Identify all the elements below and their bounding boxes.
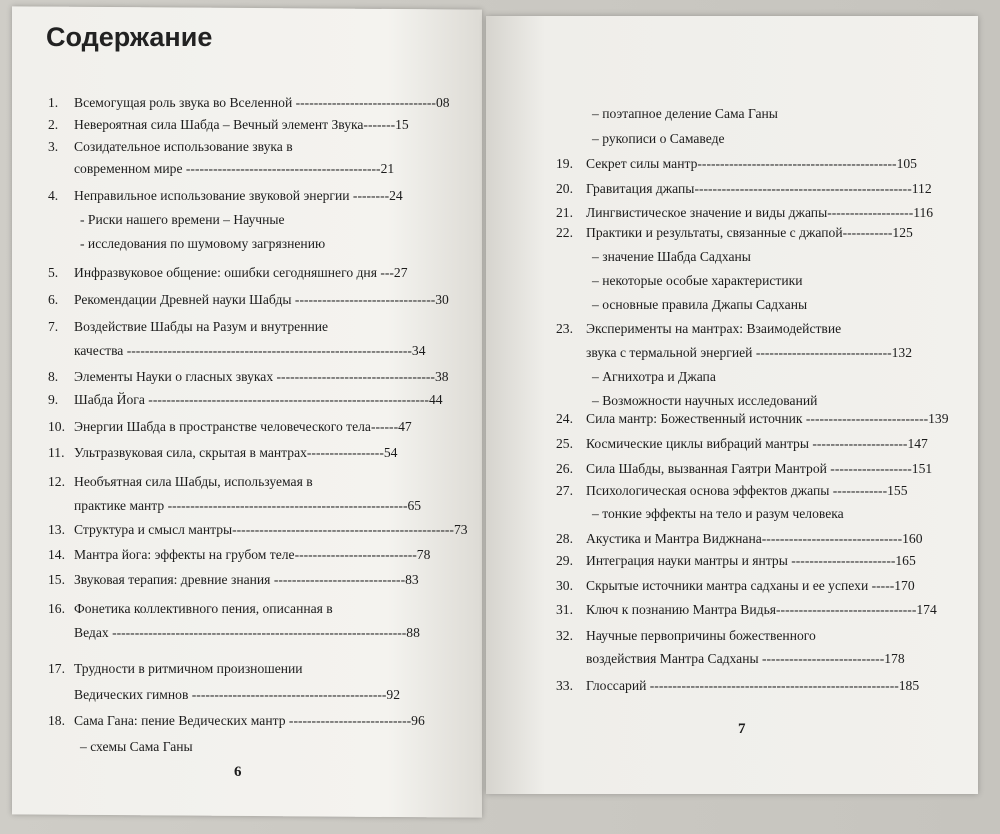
toc-entry-text: Сила Шабды, вызванная Гаятри Мантрой ------------------151 [586,461,933,476]
toc-entry-text: Практики и результаты, связанные с джапой-----------125 [586,225,913,240]
right-page-number: 7 [738,721,746,737]
toc-subentry: – основные правила Джапы Садханы [592,297,808,312]
toc-entry-text: Мантра йога: эффекты на грубом теле---------------------------78 [74,547,431,562]
toc-entry-text: Секрет силы мантр--------------------------------------------105 [586,156,917,171]
toc-entry-text: Эксперименты на мантрах: Взаимодействие [586,321,842,336]
toc-entry-text: Акустика и Мантра Виджнана-------------------------------160 [586,531,923,546]
toc-entry-text: современном мире -------------------------------------------21 [74,161,395,176]
page-title: Содержание [46,22,213,52]
toc-entry-number: 20. [556,181,573,196]
toc-entry-text: Звуковая терапия: древние знания -----------------------------83 [74,572,419,587]
toc-entry-text: Научные первопричины божественного [586,628,816,643]
toc-entry-text: качества ---------------------------------------------------------------34 [74,343,426,358]
toc-entry-number: 14. [48,547,65,562]
toc-entry-number: 21. [556,205,573,220]
toc-entry-text: Рекомендации Древней науки Шабды -------------------------------30 [74,292,449,307]
toc-entry-text: Воздействие Шабды на Разум и внутренние [74,319,329,334]
toc-entry-text: Гравитация джапы------------------------------------------------112 [586,181,932,196]
toc-subentry: – Возможности научных исследований [592,393,818,408]
toc-entry-text: Лингвистическое значение и виды джапы-------------------116 [586,205,934,220]
toc-entry-text: Интеграция науки мантры и янтры -----------------------165 [586,553,916,568]
toc-entry-text: Необъятная сила Шабды, используемая в [74,474,313,489]
toc-entry-text: Невероятная сила Шабда – Вечный элемент Звука-------15 [74,117,409,132]
toc-entry-number: 1. [48,95,59,110]
toc-entry-number: 27. [556,483,573,498]
toc-entry-text: Созидательное использование звука в [74,139,293,154]
toc-entry-text: Сила мантр: Божественный источник ---------------------------139 [586,411,949,426]
toc-entry-number: 24. [556,411,573,426]
toc-entry-number: 19. [556,156,573,171]
toc-entry-number: 15. [48,572,65,587]
toc-entry-number: 9. [48,392,59,407]
toc-entry-number: 28. [556,531,573,546]
toc-entry-text: Инфразвуковое общение: ошибки сегодняшнего дня ---27 [74,265,408,280]
toc-entry-number: 32. [556,628,573,643]
toc-subentry: – некоторые особые характеристики [592,273,803,288]
toc-entry-text: звука с термальной энергией ------------------------------132 [586,345,913,360]
toc-subentry: – Агнихотра и Джапа [592,369,716,384]
toc-subentry: – рукописи о Самаведе [592,131,725,146]
toc-entry-number: 5. [48,265,59,280]
toc-entry-text: Трудности в ритмичном произношении [74,661,303,676]
toc-entry-number: 13. [48,522,65,537]
toc-entry-text: Космические циклы вибраций мантры ---------------------147 [586,436,928,451]
toc-entry-number: 8. [48,369,59,384]
toc-entry-text: Элементы Науки о гласных звуках -----------------------------------38 [74,369,449,384]
toc-entry-text: Сама Гана: пение Ведических мантр ---------------------------96 [74,713,425,728]
toc-entry-number: 23. [556,321,573,336]
toc-entry-text: Энергии Шабда в пространстве человеческого тела------47 [74,419,412,434]
toc-entry-number: 16. [48,601,65,616]
toc-entry-number: 33. [556,678,573,693]
toc-entry-text: Структура и смысл мантры-------------------------------------------------73 [74,522,468,537]
toc-subentry: – значение Шабда Садханы [592,249,751,264]
toc-entry-text: Ультразвуковая сила, скрытая в мантрах-----------------54 [74,445,398,460]
toc-entry-number: 12. [48,474,65,489]
toc-subentry: - исследования по шумовому загрязнению [80,236,326,251]
toc-entry-text: практике мантр -----------------------------------------------------65 [74,498,422,513]
toc-entry-text: Шабда Йога --------------------------------------------------------------44 [74,392,443,407]
toc-entry-number: 22. [556,225,573,240]
toc-entry-number: 10. [48,419,65,434]
toc-entry-number: 3. [48,139,59,154]
toc-entry-number: 26. [556,461,573,476]
toc-entry-text: Психологическая основа эффектов джапы ------------155 [586,483,908,498]
toc-entry-text: Ключ к познанию Мантра Видья-------------------------------174 [586,602,937,617]
toc-entry-number: 29. [556,553,573,568]
toc-subentry: – тонкие эффекты на тело и разум человека [592,506,844,521]
toc-entry-text: Глоссарий -------------------------------------------------------185 [586,678,920,693]
toc-entry-text: Ведических гимнов -------------------------------------------92 [74,687,401,702]
toc-entry-number: 17. [48,661,65,676]
toc-entry-text: Скрытые источники мантра садханы и ее успехи -----170 [586,578,915,593]
toc-entry-number: 6. [48,292,59,307]
toc-entry-number: 25. [556,436,573,451]
toc-subentry: - Риски нашего времени – Научные [80,212,285,227]
toc-entry-text: воздействия Мантра Садханы ---------------------------178 [586,651,905,666]
toc-entry-text: Фонетика коллективного пения, описанная в [74,601,333,616]
toc-entry-text: Неправильное использование звуковой энергии --------24 [74,188,403,203]
toc-subentry: – схемы Сама Ганы [80,739,193,754]
left-page-number: 6 [234,764,242,780]
toc-subentry: – поэтапное деление Сама Ганы [592,106,778,121]
toc-entry-number: 7. [48,319,59,334]
toc-entry-text: Ведах -----------------------------------------------------------------88 [74,625,420,640]
toc-entry-number: 31. [556,602,573,617]
toc-entry-text: Всемогущая роль звука во Вселенной -------------------------------08 [74,95,450,110]
toc-entry-number: 2. [48,117,59,132]
toc-entry-number: 18. [48,713,65,728]
toc-entry-number: 30. [556,578,573,593]
toc-entry-number: 11. [48,445,65,460]
toc-entry-number: 4. [48,188,59,203]
